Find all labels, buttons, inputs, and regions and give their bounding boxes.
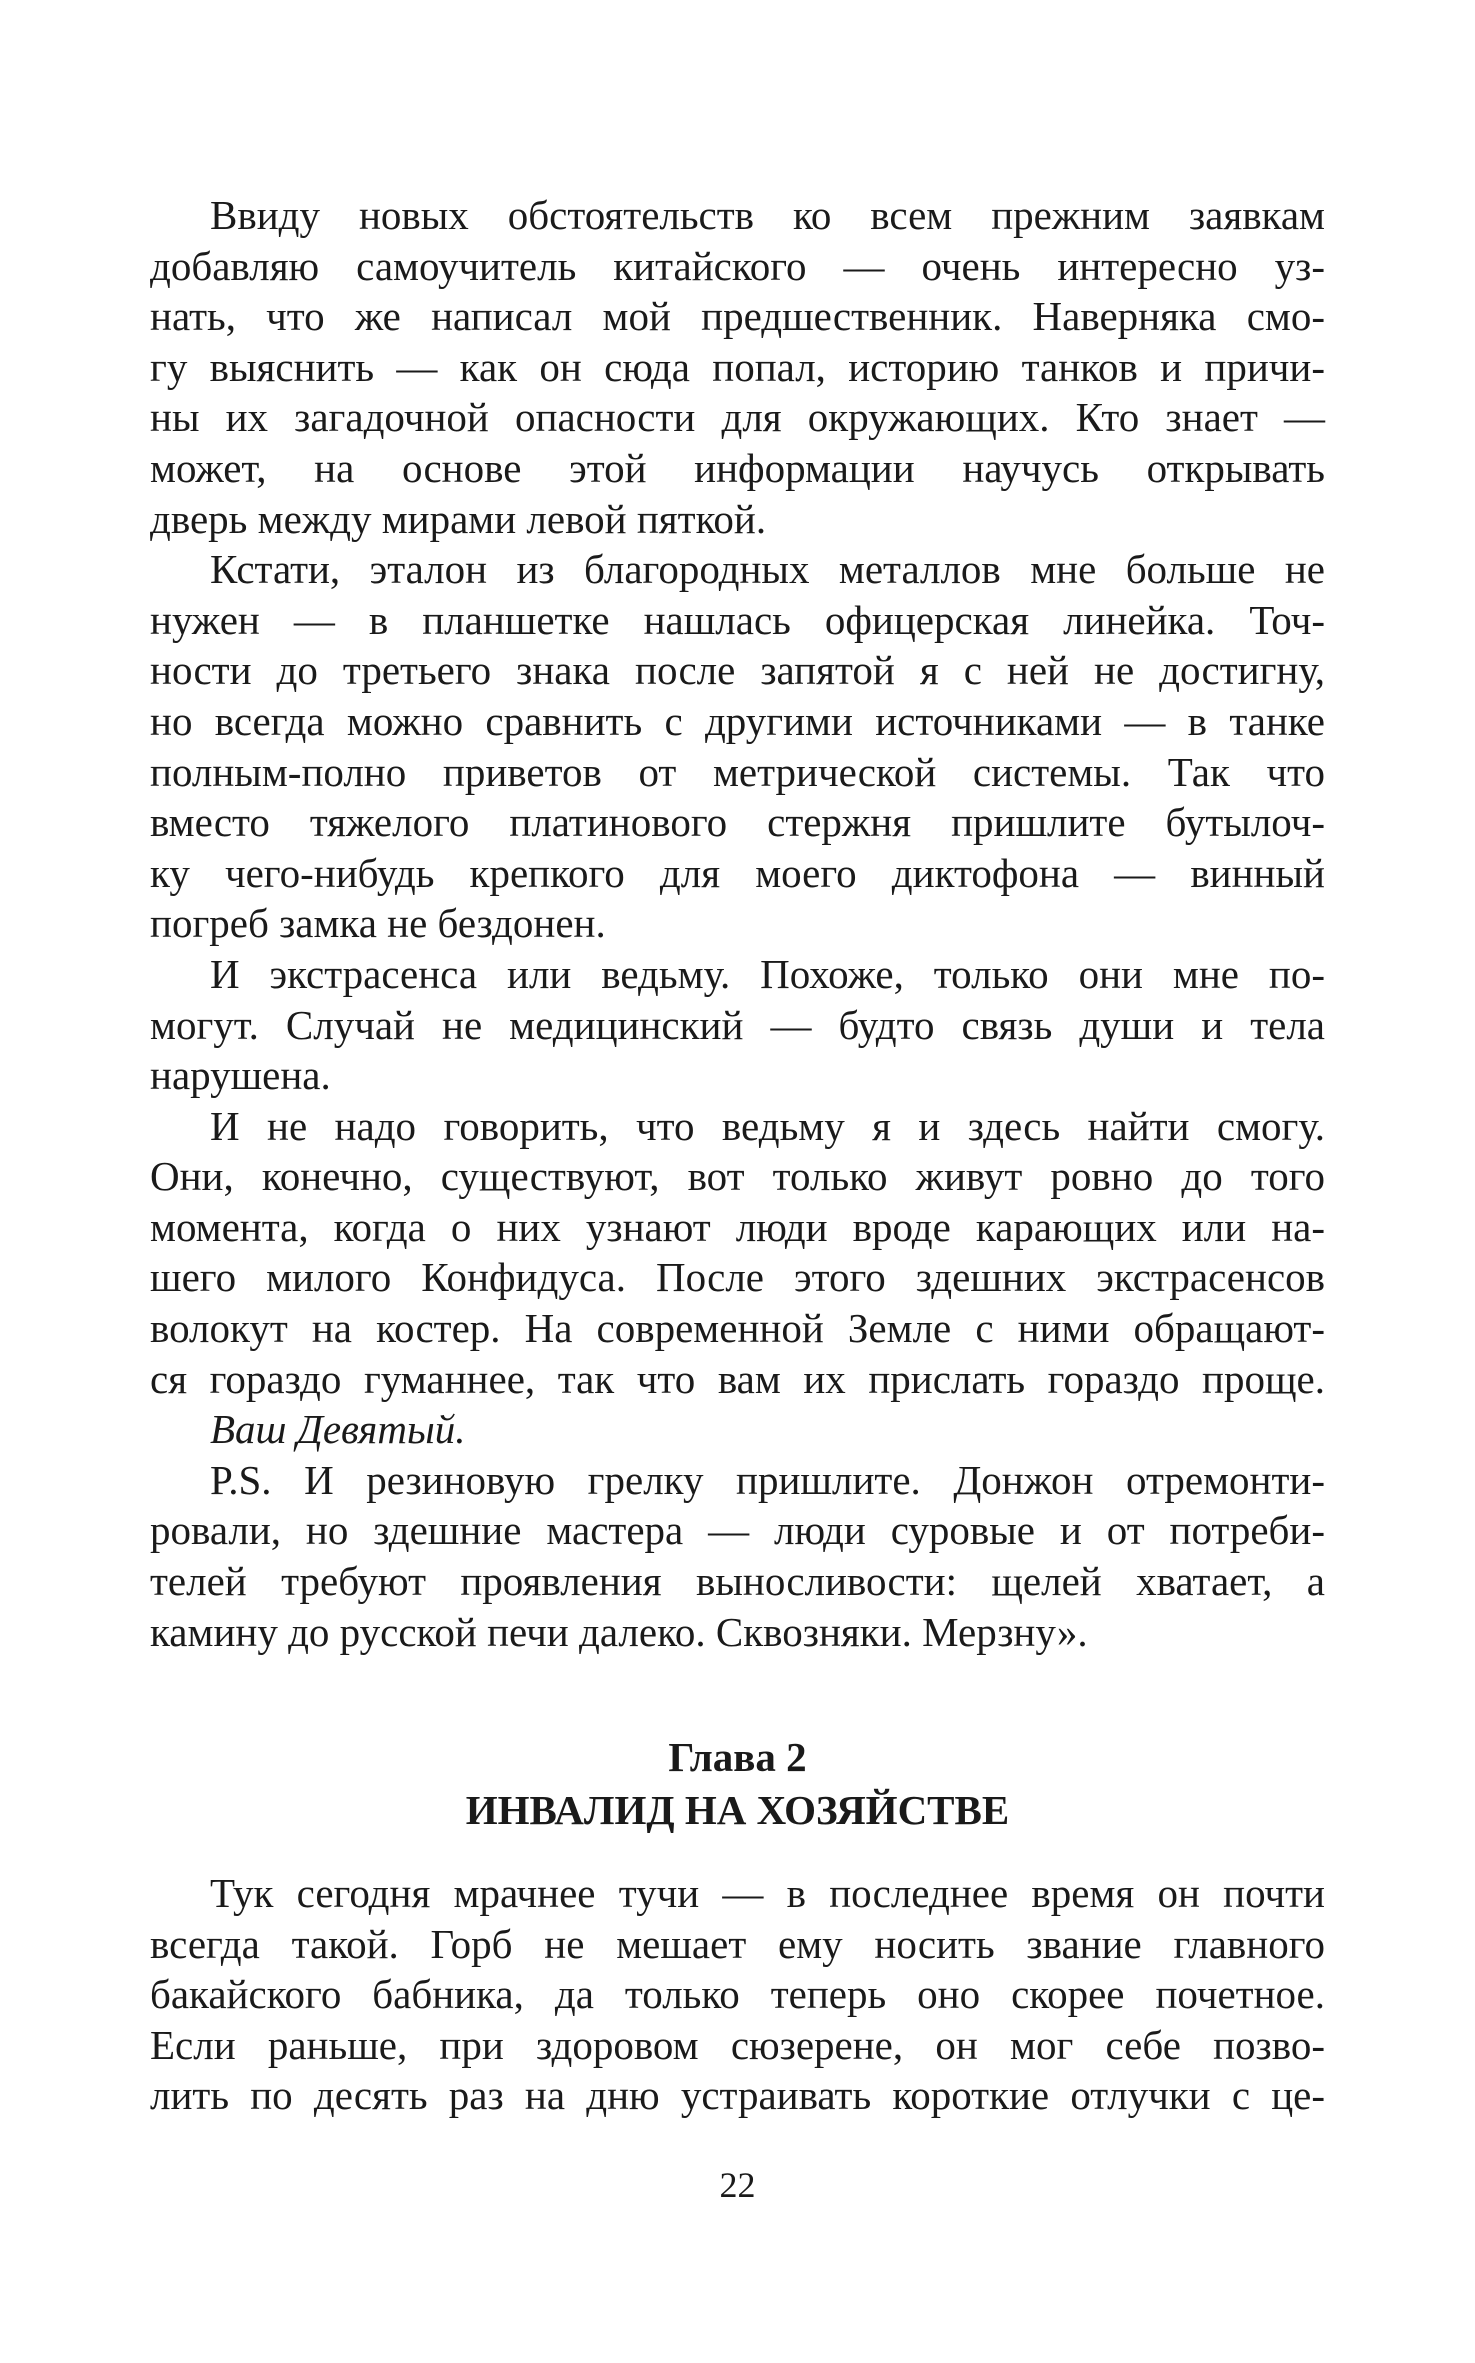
text-line: Они, конечно, существуют, вот только живут ровно до того <box>150 1153 1325 1200</box>
text-line: волокут на костер. На современной Земле с ними обращают- <box>150 1305 1325 1352</box>
text-line: P.S. И резиновую грелку пришлите. Донжон отремонти- <box>210 1456 1325 1503</box>
text-line: могут. Случай не медицинский — будто связь души и тела <box>150 1001 1325 1048</box>
text-line: лить по десять раз на дню устраивать короткие отлучки с це- <box>150 2072 1325 2119</box>
text-line: всегда такой. Горб не мешает ему носить звание главного <box>150 1920 1325 1967</box>
text-line: вместо тяжелого платинового стержня пришлите бутылоч- <box>150 799 1325 846</box>
text-line: камину до русской печи далеко. Сквозняки. Мерзну». <box>150 1608 1088 1655</box>
text-line: шего милого Конфидуса. После этого здешних экстрасенсов <box>150 1254 1325 1301</box>
text-line: дверь между мирами левой пяткой. <box>150 495 767 542</box>
chapter-number: Глава 2 <box>668 1734 807 1780</box>
text-line: И экстрасенса или ведьму. Похоже, только они мне по- <box>210 950 1325 997</box>
chapter-title: ИНВАЛИД НА ХОЗЯЙСТВЕ <box>465 1787 1010 1833</box>
text-line: Ввиду новых обстоятельств ко всем прежним заявкам <box>210 192 1325 238</box>
text-line: Кстати, эталон из благородных металлов мне больше не <box>210 546 1325 593</box>
text-line: ся гораздо гуманнее, так что вам их прислать гораздо проще. <box>150 1355 1325 1402</box>
text-line: бакайского бабника, да только теперь оно скорее почетное. <box>150 1971 1325 2018</box>
chapter-text <box>150 1868 1325 2121</box>
text-line: добавляю самоучитель китайского — очень интересно уз- <box>150 242 1325 289</box>
text-line: телей требуют проявления выносливости: щелей хватает, а <box>150 1558 1325 1605</box>
text-line: Если раньше, при здоровом сюзерене, он мог себе позво- <box>150 2021 1325 2068</box>
text-line: нужен — в планшетке нашлась офицерская линейка. Точ- <box>150 596 1325 643</box>
text-line: но всегда можно сравнить с другими источниками — в танке <box>150 697 1325 744</box>
text-line: момента, когда о них узнают люди вроде карающих или на- <box>150 1203 1325 1250</box>
text-line: погреб замка не бездонен. <box>150 900 606 947</box>
text-line: ности до третьего знака после запятой я с ней не достигну, <box>150 647 1325 694</box>
text-line: ровали, но здешние мастера — люди суровые и от потреби- <box>150 1507 1325 1554</box>
text-line: гу выяснить — как он сюда попал, историю танков и причи- <box>150 343 1325 390</box>
text-line: Тук сегодня мрачнее тучи — в последнее время он почти <box>210 1870 1325 1916</box>
page-number: 22 <box>719 2165 756 2205</box>
text-line: ку чего-нибудь крепкого для моего диктофона — винный <box>150 849 1325 896</box>
text-line: нать, что же написал мой предшественник. Наверняка смо- <box>150 293 1325 340</box>
letter-text <box>150 190 1325 1657</box>
text-line: может, на основе этой информации научусь открывать <box>150 444 1325 491</box>
text-line: нарушена. <box>150 1052 331 1099</box>
letter-signature: Ваш Девятый. <box>210 1406 466 1453</box>
text-line: ны их загадочной опасности для окружающих. Кто знает — <box>150 394 1325 441</box>
text-line: полным-полно приветов от метрической системы. Так что <box>150 748 1325 795</box>
text-line: И не надо говорить, что ведьму я и здесь найти смогу. <box>210 1102 1325 1149</box>
